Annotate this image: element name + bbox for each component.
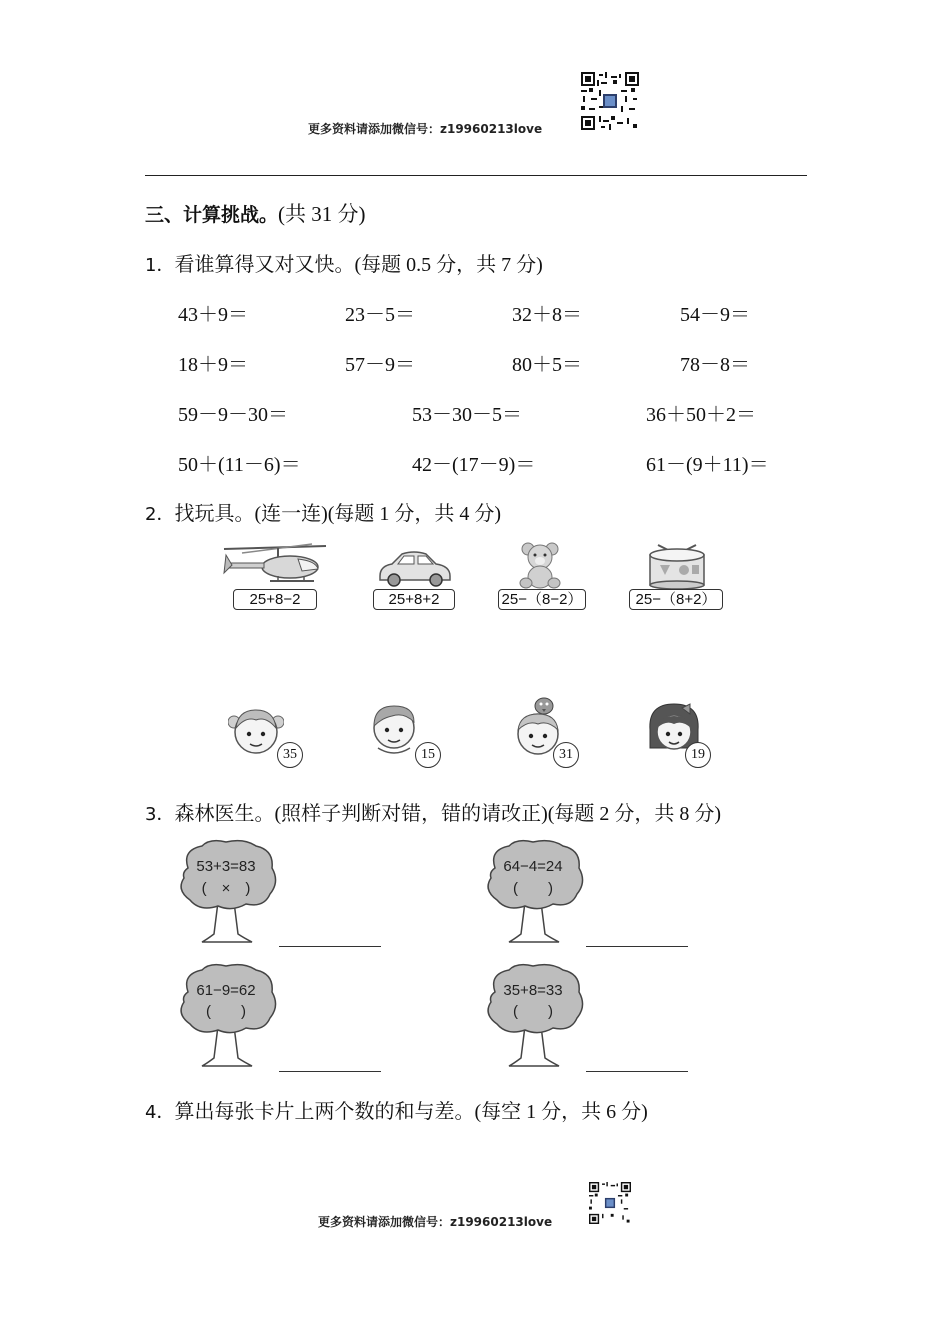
qr-code-icon	[581, 72, 639, 130]
section-title	[145, 198, 366, 228]
problem-3-2: 53－30－5＝	[412, 404, 522, 426]
toy-expression-3: 25−（8−2）	[498, 589, 586, 610]
tree-equation-3: 61−9=62	[196, 982, 256, 999]
problem-1-4: 54－9＝	[680, 304, 750, 326]
problem-2-4: 78－8＝	[680, 354, 750, 376]
section-title-label: 三、计算挑战。	[145, 204, 279, 226]
kid-number-badge-1: 35	[277, 742, 303, 768]
tree-mark-4: ( )	[513, 1003, 553, 1020]
question-2	[145, 497, 501, 526]
question-3	[145, 797, 721, 826]
problem-1-3: 32＋8＝	[512, 304, 582, 326]
tree-equation-4: 35+8=33	[503, 982, 563, 999]
teddy-bear-icon	[516, 541, 564, 589]
question-3-prompt: 森林医生。(照样子判断对错，错的请改正)(每题 2 分，共 8 分)	[174, 803, 722, 825]
tree-equation-1: 53+3=83	[196, 858, 256, 875]
question-2-prompt: 找玩具。(连一连)(每题 1 分，共 4 分)	[174, 503, 502, 525]
drum-icon	[644, 543, 710, 589]
problem-4-3: 61－(9＋11)＝	[646, 454, 769, 476]
answer-line-4[interactable]	[586, 1071, 688, 1072]
question-1-number: 1．	[145, 255, 175, 276]
problem-3-1: 59－9－30＝	[178, 404, 288, 426]
tree-mark-2: ( )	[513, 880, 553, 897]
answer-line-2[interactable]	[586, 946, 688, 947]
problem-4-2: 42－(17－9)＝	[412, 454, 536, 476]
section-score: (共 31 分)	[278, 202, 366, 226]
qr-code-icon	[589, 1182, 631, 1224]
problem-2-1: 18＋9＝	[178, 354, 248, 376]
helicopter-icon	[222, 543, 328, 589]
problem-1-1: 43＋9＝	[178, 304, 248, 326]
question-4	[145, 1095, 648, 1124]
question-3-number: 3．	[145, 804, 175, 825]
tree-equation-2: 64−4=24	[503, 858, 563, 875]
header-wechat-text: 更多资料请添加微信号：z19960213love	[308, 122, 543, 136]
problem-2-3: 80＋5＝	[512, 354, 582, 376]
car-icon	[376, 546, 454, 588]
toy-expression-4: 25−（8+2）	[629, 589, 723, 610]
question-2-number: 2．	[145, 504, 175, 525]
toy-expression-1: 25+8−2	[233, 589, 317, 610]
header-divider	[145, 175, 807, 176]
kid-number-badge-2: 15	[415, 742, 441, 768]
question-4-number: 4．	[145, 1102, 175, 1123]
question-4-prompt: 算出每张卡片上两个数的和与差。(每空 1 分，共 6 分)	[174, 1101, 648, 1123]
answer-line-3[interactable]	[279, 1071, 381, 1072]
answer-line-1[interactable]	[279, 946, 381, 947]
toy-expression-2: 25+8+2	[373, 589, 455, 610]
problem-2-2: 57－9＝	[345, 354, 415, 376]
problem-1-2: 23－5＝	[345, 304, 415, 326]
question-1	[145, 248, 543, 277]
footer-wechat-text: 更多资料请添加微信号：z19960213love	[318, 1215, 553, 1229]
problem-3-3: 36＋50＋2＝	[646, 404, 756, 426]
problem-4-1: 50＋(11－6)＝	[178, 454, 301, 476]
kid-number-badge-3: 31	[553, 742, 579, 768]
boy-icon	[368, 700, 422, 760]
tree-mark-1: ( × )	[201, 880, 251, 897]
tree-mark-3: ( )	[206, 1003, 246, 1020]
question-1-prompt: 看谁算得又对又快。(每题 0.5 分，共 7 分)	[174, 254, 543, 276]
kid-number-badge-4: 19	[685, 742, 711, 768]
girl-with-pigtails-icon	[228, 702, 284, 760]
